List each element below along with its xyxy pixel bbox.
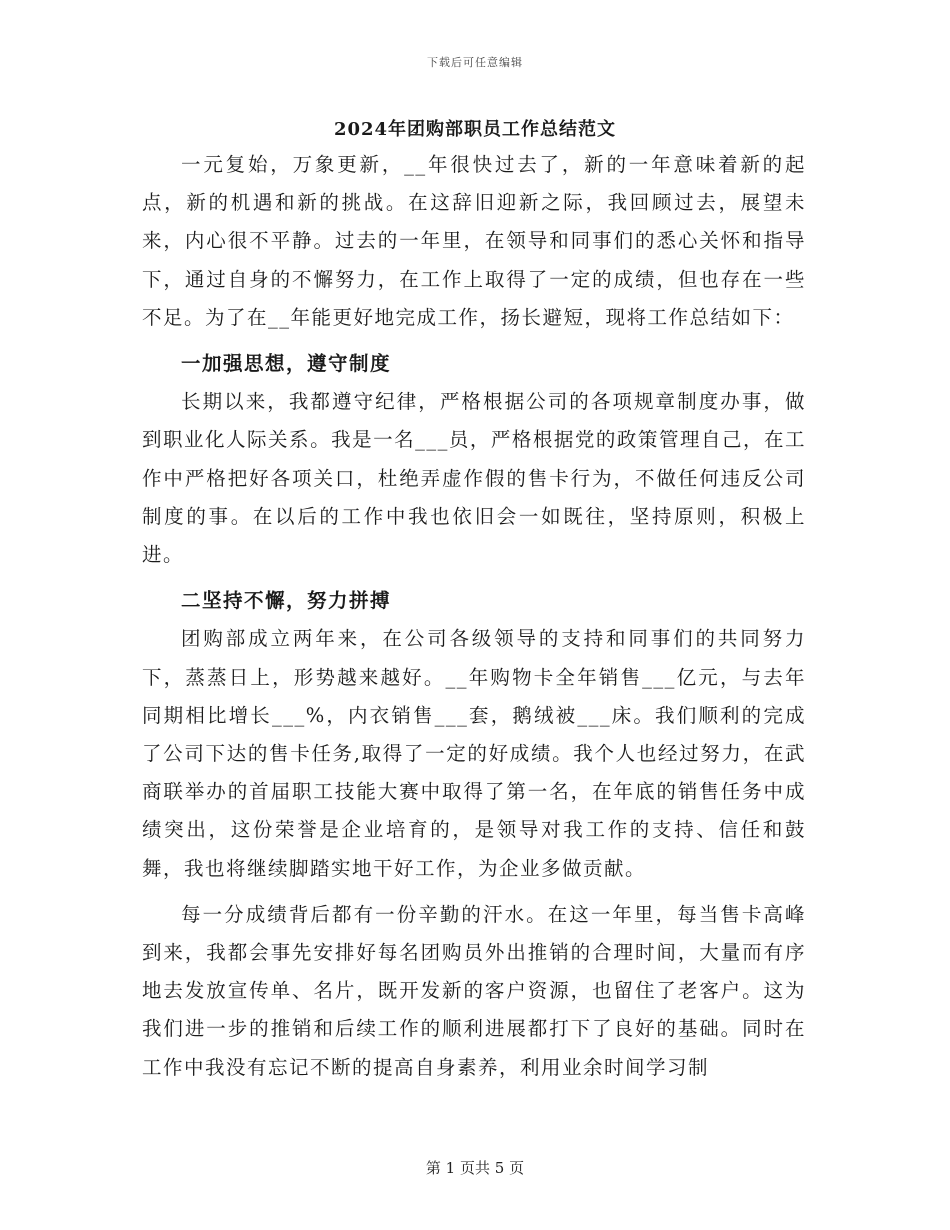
section-2-paragraph-2: 每一分成绩背后都有一份辛勤的汗水。在这一年里，每当售卡高峰到来，我都会事先安排好每名团购员外出推销的合理时间，大量而有序地去发放宣传单、名片，既开发新的客户资源，也留住了老客户。这为我们进一步的推销和后续工作的顺利进展都打下了良好的基础。同时在工作中我没有忘记不断的提高自身素养，利用业余时间学习制 [142, 902, 806, 1079]
section-heading-2: 二坚持不懈，努力拼搏 [181, 589, 392, 613]
document-title: 2024年团购部职员工作总结范文 [333, 119, 617, 140]
intro-paragraph: 一元复始，万象更新，__年很快过去了，新的一年意味着新的起点，新的机遇和新的挑战。在这辞旧迎新之际，我回顾过去，展望未来，内心很不平静。过去的一年里，在领导和同事们的悉心关怀和指导下，通过自身的不懈努力，在工作上取得了一定的成绩，但也存在一些不足。为了在__年能更好地完成工作，扬长避短，现将工作总结如下： [142, 153, 806, 329]
page-header: 下载后可任意编辑 [427, 56, 523, 69]
page-number: 第 1 页共 5 页 [425, 1159, 525, 1177]
section-heading-1: 一加强思想，遵守制度 [181, 352, 392, 376]
document-body [142, 146, 806, 1087]
section-1-paragraph-1: 长期以来，我都遵守纪律，严格根据公司的各项规章制度办事，做到职业化人际关系。我是一名___员，严格根据党的政策管理自己，在工作中严格把好各项关口，杜绝弄虚作假的售卡行为，不做任何违反公司制度的事。在以后的工作中我也依旧会一如既往，坚持原则，积极上进。 [142, 390, 806, 567]
section-2-paragraph-1: 团购部成立两年来，在公司各级领导的支持和同事们的共同努力下，蒸蒸日上，形势越来越好。__年购物卡全年销售___亿元，与去年同期相比增长___%，内衣销售___套，鹅绒被___床。我们顺利的完成了公司下达的售卡任务,取得了一定的好成绩。我个人也经过努力，在武商联举办的首届职工技能大赛中取得了第一名，在年底的销售任务中成绩突出，这份荣誉是企业培育的，是领导对我工作的支持、信任和鼓舞，我也将继续脚踏实地干好工作，为企业多做贡献。 [142, 627, 806, 880]
